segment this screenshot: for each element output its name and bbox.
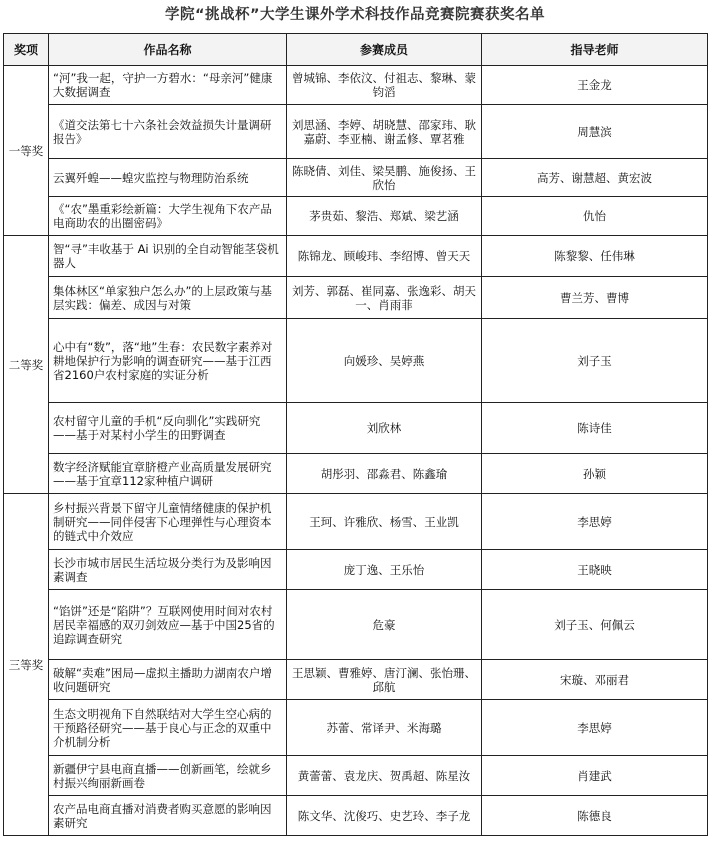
table-row — [4, 550, 708, 590]
advisor: 王金龙 — [482, 66, 708, 105]
team-members: 刘思涵、李婷、胡晓慧、邵家玮、耿嘉蔚、李亚楠、谢孟修、覃茗雅 — [287, 105, 482, 159]
table-row — [4, 796, 708, 836]
advisor: 宋璇、邓丽君 — [482, 660, 708, 700]
work-title: 《道交法第七十六条社会效益损失计量调研报告》 — [49, 105, 287, 159]
work-title: 智“寻”丰收基于 Ai 识别的全自动智能茎袋机器人 — [49, 236, 287, 277]
team-members: 王珂、许雅欣、杨雪、王业凯 — [287, 494, 482, 550]
team-members: 刘欣林 — [287, 403, 482, 454]
table-row — [4, 277, 708, 319]
table-row — [4, 197, 708, 236]
team-members: 陈锦龙、顾峻玮、李绍博、曾天天 — [287, 236, 482, 277]
table-row — [4, 319, 708, 403]
team-members: 危豪 — [287, 590, 482, 660]
advisor: 陈诗佳 — [482, 403, 708, 454]
table-row — [4, 494, 708, 550]
work-title: 农村留守儿童的手机“反向驯化”实践研究——基于对某村小学生的田野调查 — [49, 403, 287, 454]
header-members: 参赛成员 — [287, 34, 482, 66]
advisor: 肖建武 — [482, 756, 708, 796]
work-title: 云翼歼蝗——蝗灾监控与物理防治系统 — [49, 159, 287, 197]
work-title: 农产品电商直播对消费者购买意愿的影响因素研究 — [49, 796, 287, 836]
work-title: 《“农”墨重彩绘新篇：大学生视角下农产品电商助农的出圈密码》 — [49, 197, 287, 236]
advisor: 孙颖 — [482, 454, 708, 494]
advisor: 刘子玉、何佩云 — [482, 590, 708, 660]
team-members: 王思颖、曹雅婷、唐汀澜、张怡珊、邱航 — [287, 660, 482, 700]
work-title: 破解“卖难”困局—虚拟主播助力湖南农户增收问题研究 — [49, 660, 287, 700]
team-members: 苏蕾、常译尹、米海璐 — [287, 700, 482, 756]
table-row — [4, 236, 708, 277]
header-advisor: 指导老师 — [482, 34, 708, 66]
header-award: 奖项 — [4, 34, 49, 66]
advisor: 王晓映 — [482, 550, 708, 590]
table-row — [4, 660, 708, 700]
team-members: 向媛珍、吴婷燕 — [287, 319, 482, 403]
table-row — [4, 700, 708, 756]
work-title: 新疆伊宁县电商直播——创新画笔，绘就乡村振兴绚丽新画卷 — [49, 756, 287, 796]
team-members: 黄蕾蕾、袁龙庆、贺禹超、陈星汝 — [287, 756, 482, 796]
work-title: 乡村振兴背景下留守儿童情绪健康的保护机制研究——同伴侵害下心理弹性与心理资本的链式中介效应 — [49, 494, 287, 550]
team-members: 刘芳、郭磊、崔同嘉、张逸彩、胡天一、肖雨菲 — [287, 277, 482, 319]
header-row — [4, 34, 708, 66]
team-members: 曾城锦、李依汶、付祖志、黎琳、蒙钧滔 — [287, 66, 482, 105]
table-row — [4, 403, 708, 454]
advisor: 曹兰芳、曹博 — [482, 277, 708, 319]
advisor: 周慧滨 — [482, 105, 708, 159]
team-members: 庞丁逸、王乐怡 — [287, 550, 482, 590]
table-row — [4, 756, 708, 796]
advisor: 仇怡 — [482, 197, 708, 236]
work-title: 长沙市城市居民生活垃圾分类行为及影响因素调查 — [49, 550, 287, 590]
advisor: 陈德良 — [482, 796, 708, 836]
table-row — [4, 590, 708, 660]
awards-table — [3, 33, 708, 836]
work-title: 数字经济赋能宜章脐橙产业高质量发展研究——基于宜章112家种植户调研 — [49, 454, 287, 494]
work-title: 生态文明视角下自然联结对大学生空心病的干预路径研究——基于良心与正念的双重中介机制分析 — [49, 700, 287, 756]
work-title: 心中有“数”，落“地”生春：农民数字素养对耕地保护行为影响的调查研究——基于江西省2160户农村家庭的实证分析 — [49, 319, 287, 403]
table-row — [4, 105, 708, 159]
work-title: 集体林区“单家独户怎么办”的上层政策与基层实践：偏差、成因与对策 — [49, 277, 287, 319]
header-work-title: 作品名称 — [49, 34, 287, 66]
table-row — [4, 66, 708, 105]
award-level-first: 一等奖 — [4, 66, 49, 236]
table-row — [4, 454, 708, 494]
advisor: 高芳、谢慧超、黄宏波 — [482, 159, 708, 197]
table-row — [4, 159, 708, 197]
team-members: 茅贵茹、黎浩、郑斌、梁艺涵 — [287, 197, 482, 236]
work-title: “河”我一起，守护一方碧水：“母亲河”健康大数据调查 — [49, 66, 287, 105]
advisor: 刘子玉 — [482, 319, 708, 403]
team-members: 胡彤羽、邵淼君、陈鑫瑜 — [287, 454, 482, 494]
award-level-third: 三等奖 — [4, 494, 49, 836]
team-members: 陈文华、沈俊巧、史艺玲、李子龙 — [287, 796, 482, 836]
team-members: 陈晓倩、刘佳、梁昊鹏、施俊扬、王欣怡 — [287, 159, 482, 197]
advisor: 李思婷 — [482, 700, 708, 756]
advisor: 陈黎黎、任伟琳 — [482, 236, 708, 277]
advisor: 李思婷 — [482, 494, 708, 550]
award-level-second: 二等奖 — [4, 236, 49, 494]
work-title: “馅饼”还是“陷阱”？互联网使用时间对农村居民幸福感的双刃剑效应—基于中国25省的追踪调查研究 — [49, 590, 287, 660]
page-title: 学院“挑战杯”大学生课外学术科技作品竞赛院赛获奖名单 — [164, 7, 546, 23]
